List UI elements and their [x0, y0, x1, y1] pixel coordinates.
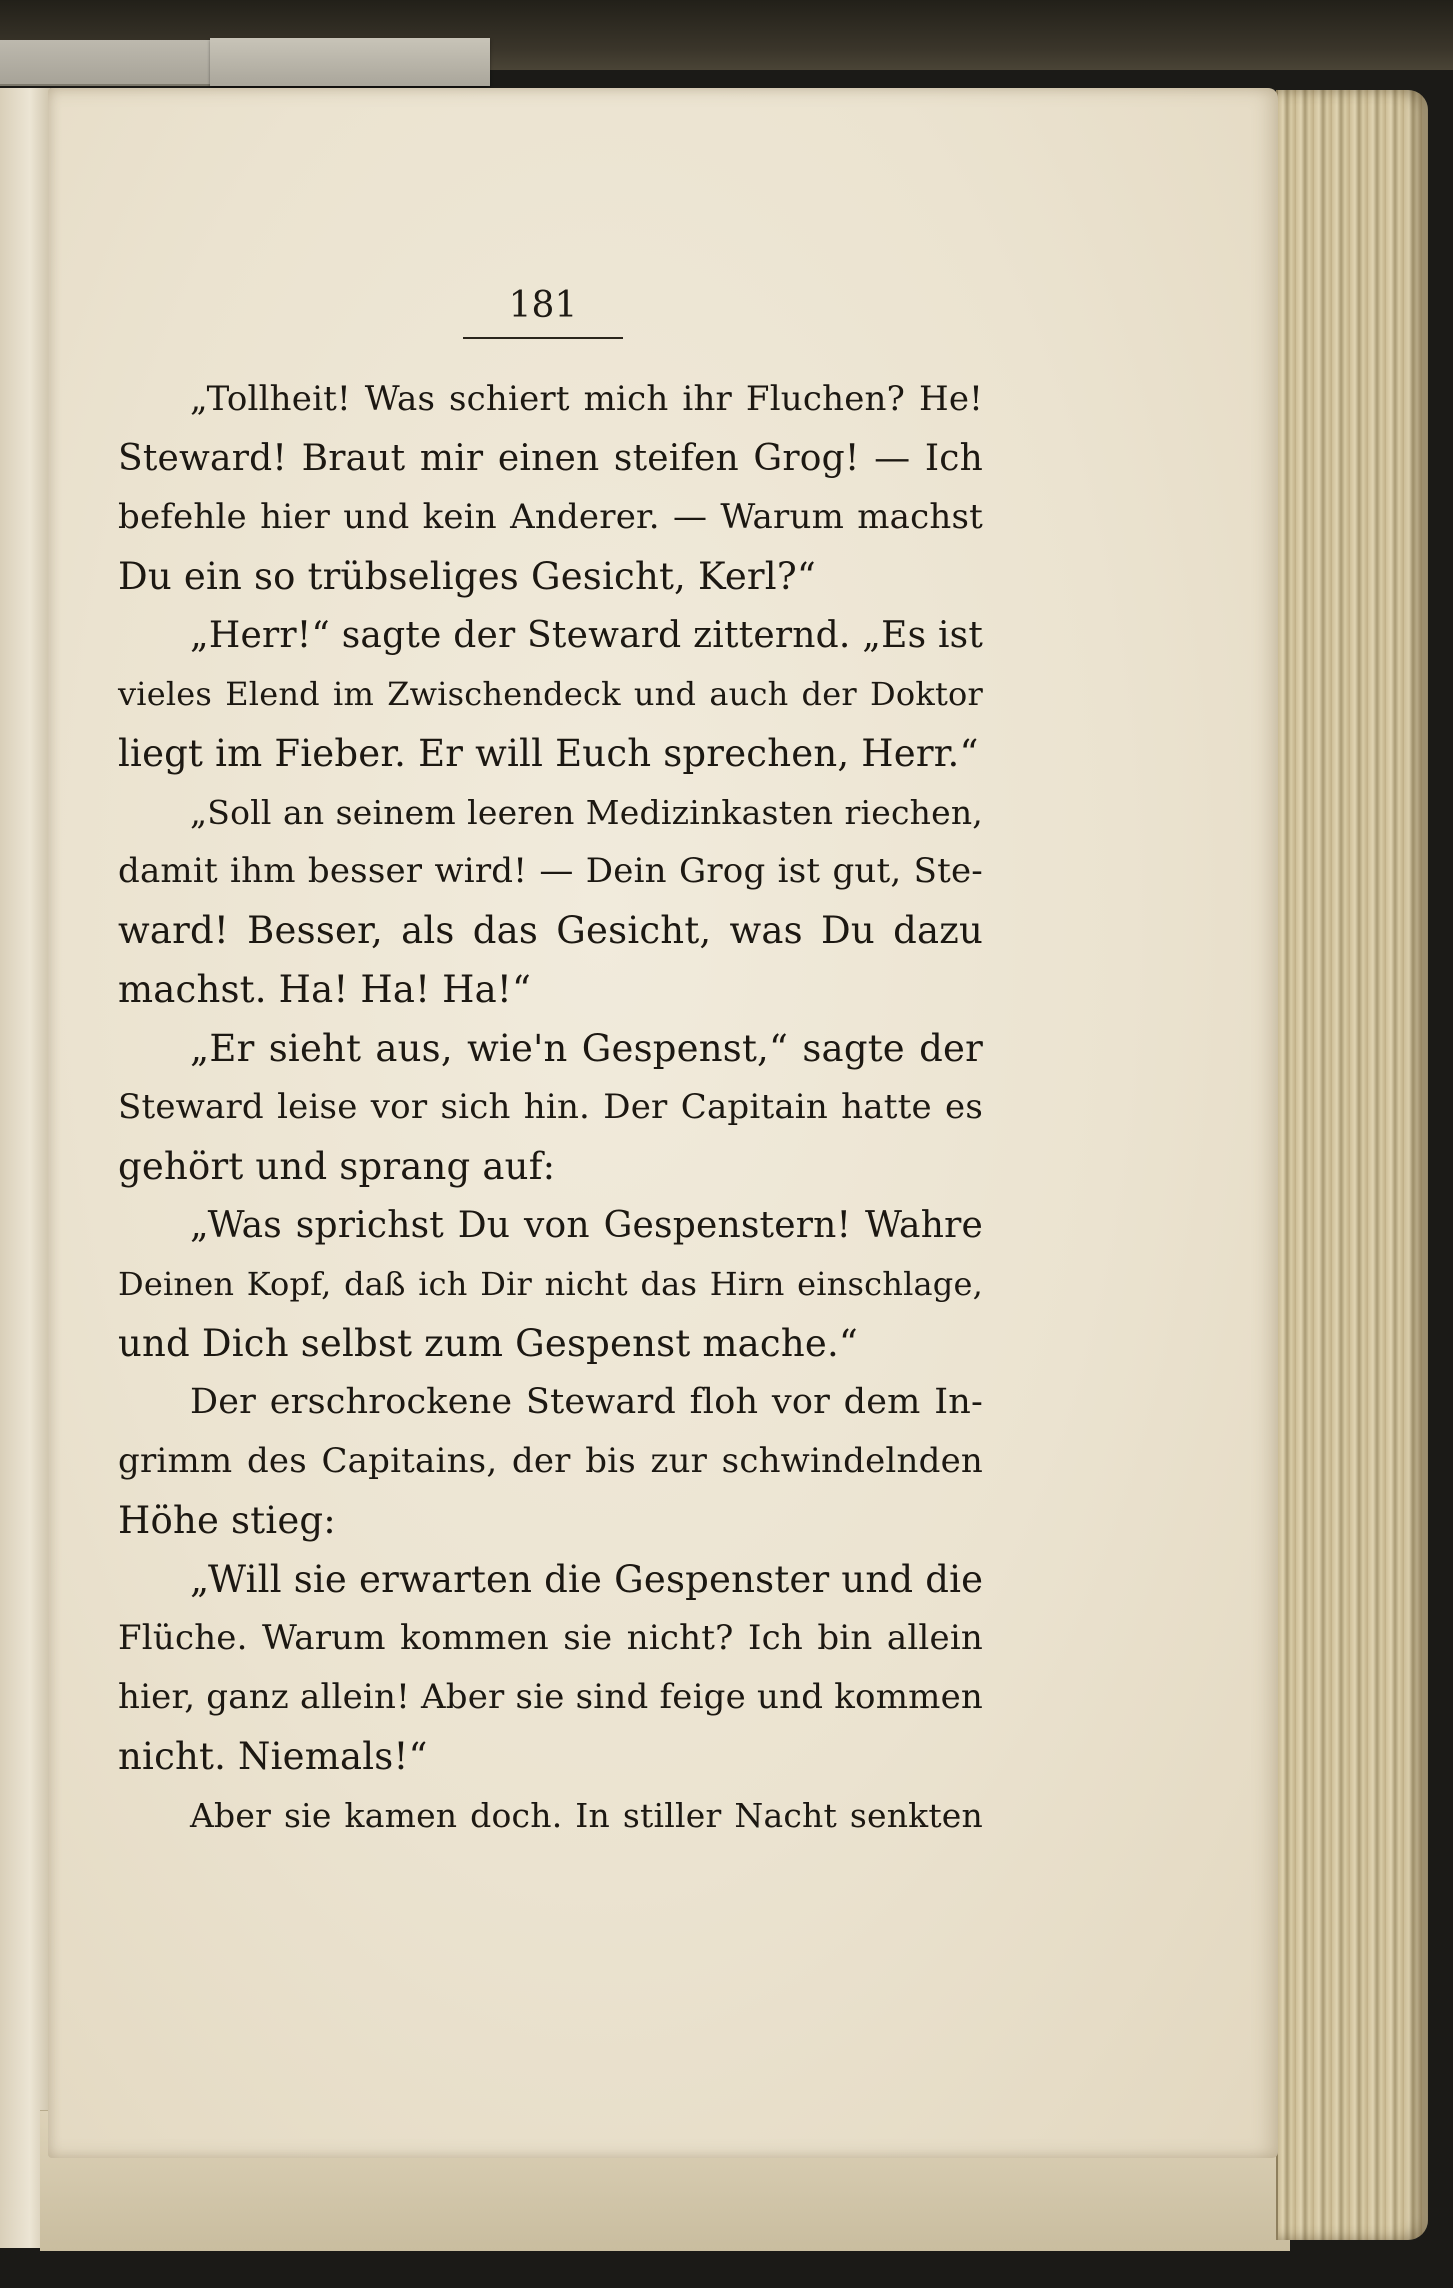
text-line: „Was sprichst Du von Gespenstern! Wahre: [190, 1205, 983, 1246]
page-number-rule: [463, 337, 623, 339]
text-line: „Tollheit! Was schiert mich ihr Fluchen? He!: [190, 379, 983, 419]
text-line: Höhe stieg:: [118, 1499, 336, 1542]
page-number: 181: [508, 285, 578, 326]
text-line: „Soll an seinem leeren Medizinkasten riechen,: [190, 793, 983, 832]
text-line: gehört und sprang auf:: [118, 1145, 556, 1188]
text-line: Deinen Kopf, daß ich Dir nicht das Hirn einschlage,: [118, 1265, 983, 1303]
text-line: machst. Ha! Ha! Ha!“: [118, 968, 532, 1011]
body-text: [118, 370, 983, 1845]
book-fore-edge: [1276, 90, 1428, 2240]
text-line: hier, ganz allein! Aber sie sind feige und kommen: [118, 1677, 983, 1717]
text-line: „Er sieht aus, wie'n Gespenst,“ sagte der: [190, 1027, 983, 1070]
text-line: „Will sie erwarten die Gespenster und die: [190, 1558, 984, 1601]
text-line: „Herr!“ sagte der Steward zitternd. „Es ist: [190, 615, 983, 656]
text-line: und Dich selbst zum Gespenst mache.“: [118, 1322, 859, 1365]
text-line: Steward! Braut mir einen steifen Grog! — Ich: [118, 438, 983, 479]
text-line: Flüche. Warum kommen sie nicht? Ich bin allein: [118, 1618, 983, 1658]
text-line: befehle hier und kein Anderer. — Warum machst: [118, 497, 983, 537]
text-line: Du ein so trübseliges Gesicht, Kerl?“: [118, 555, 816, 598]
text-line: vieles Elend im Zwischendeck und auch der Doktor: [118, 675, 983, 713]
text-line: ward! Besser, als das Gesicht, was Du dazu: [118, 909, 983, 952]
text-line: Der erschrockene Steward floh vor dem In-: [190, 1382, 983, 1422]
text-line: grimm des Capitains, der bis zur schwindelnden: [118, 1441, 983, 1481]
text-line: Steward leise vor sich hin. Der Capitain hatte es: [118, 1087, 983, 1127]
text-line: liegt im Fieber. Er will Euch sprechen, Herr.“: [118, 732, 979, 775]
text-line: Aber sie kamen doch. In stiller Nacht senkten: [190, 1796, 983, 1835]
facing-page-edge: [0, 88, 52, 2248]
text-line: damit ihm besser wird! — Dein Grog ist gut, Ste-: [118, 851, 983, 891]
binding-tape-corner: [210, 38, 490, 86]
text-line: nicht. Niemals!“: [118, 1735, 428, 1778]
